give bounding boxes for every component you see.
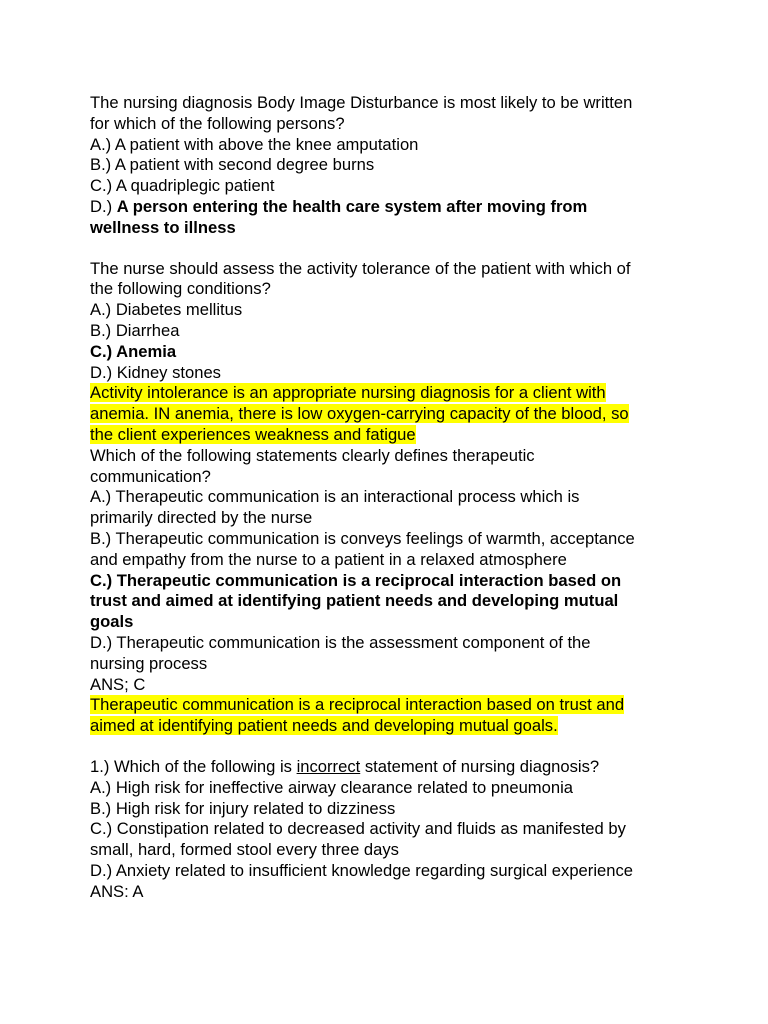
option-c: small, hard, formed stool every three days <box>90 840 399 860</box>
question-1 <box>90 93 728 239</box>
option-a: A.) Diabetes mellitus <box>90 300 243 320</box>
option-c-answer: C.) Therapeutic communication is a reciprocal interaction based on <box>90 570 622 590</box>
option-c-answer: trust and aimed at identifying patient needs and developing mutual <box>90 591 619 611</box>
option-b: and empathy from the nurse to a patient in a relaxed atmosphere <box>90 549 567 569</box>
option-b: B.) Diarrhea <box>90 320 180 340</box>
question-stem: for which of the following persons? <box>90 113 345 133</box>
question-stem: The nursing diagnosis Body Image Disturbance is most likely to be written <box>90 93 633 112</box>
question-stem: Which of the following statements clearly defines therapeutic <box>90 445 535 465</box>
option-d: D.) Anxiety related to insufficient knowledge regarding surgical experience <box>90 860 633 880</box>
question-stem: the following conditions? <box>90 279 271 299</box>
question-stem: The nurse should assess the activity tolerance of the patient with which of <box>90 258 631 278</box>
option-d-answer: wellness to illness <box>90 217 236 237</box>
rationale: Activity intolerance is an appropriate nursing diagnosis for a client with <box>90 383 606 403</box>
option-a: A.) High risk for ineffective airway clearance related to pneumonia <box>90 777 573 797</box>
option-a: A.) A patient with above the knee amputation <box>90 134 419 154</box>
question-2 <box>90 259 728 737</box>
question-stem: communication? <box>90 466 211 486</box>
rationale: anemia. IN anemia, there is low oxygen-carrying capacity of the blood, so <box>90 404 629 424</box>
question-stem: 1.) Which of the following is incorrect statement of nursing diagnosis? <box>90 756 600 776</box>
rationale: the client experiences weakness and fatigue <box>90 424 416 444</box>
option-c: C.) Constipation related to decreased activity and fluids as manifested by <box>90 819 626 839</box>
answer-key: ANS; C <box>90 674 146 694</box>
option-d: nursing process <box>90 653 208 673</box>
question-4 <box>90 757 728 903</box>
option-b: B.) High risk for injury related to dizziness <box>90 798 396 818</box>
rationale: aimed at identifying patient needs and developing mutual goals. <box>90 716 558 736</box>
option-b: B.) A patient with second degree burns <box>90 155 375 175</box>
option-d: D.) Therapeutic communication is the assessment component of the <box>90 632 591 652</box>
option-d: D.) Kidney stones <box>90 362 221 382</box>
option-c-answer: C.) Anemia <box>90 341 177 361</box>
option-d-answer: D.) A person entering the health care system after moving from <box>90 196 588 216</box>
option-b: B.) Therapeutic communication is conveys feelings of warmth, acceptance <box>90 528 635 548</box>
option-a: primarily directed by the nurse <box>90 508 313 528</box>
option-c: C.) A quadriplegic patient <box>90 176 275 196</box>
rationale: Therapeutic communication is a reciprocal interaction based on trust and <box>90 695 625 715</box>
option-c-answer: goals <box>90 612 134 632</box>
option-a: A.) Therapeutic communication is an interactional process which is <box>90 487 580 507</box>
answer-key: ANS: A <box>90 881 144 901</box>
